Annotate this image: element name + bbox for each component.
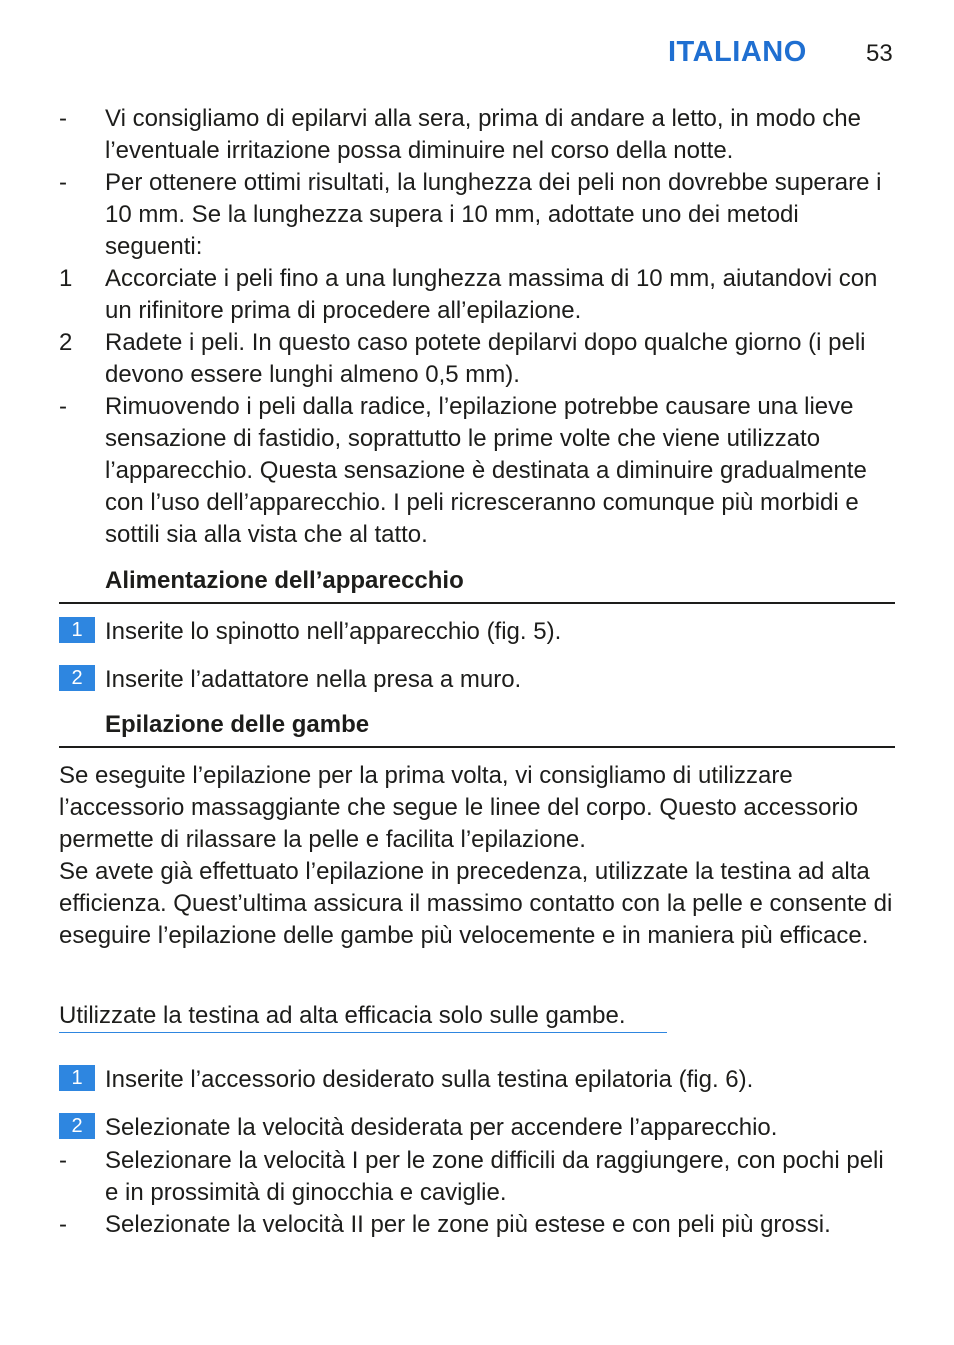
paragraph: Se avete già effettuato l’epilazione in precedenza, utilizzate la testina ad alta efficienza. Quest’ultima assicura il massimo contatto con la pelle e consente di eseguire l’epilazione delle gambe più velocemente e in maniera più efficace. bbox=[59, 858, 893, 949]
list-item bbox=[59, 1145, 894, 1209]
step-item bbox=[59, 1064, 753, 1096]
list-item-text: Selezionate la velocità II per le zone più estese e con peli più grossi. bbox=[105, 1211, 831, 1238]
step-text: Inserite l’adattatore nella presa a muro. bbox=[105, 666, 522, 693]
list-item bbox=[59, 327, 894, 391]
language-header: ITALIANO bbox=[668, 36, 807, 68]
list-item bbox=[59, 263, 894, 327]
page-number: 53 bbox=[866, 40, 893, 67]
list-item-text: Vi consigliamo di epilarvi alla sera, prima di andare a letto, in modo che l’eventuale irritazione possa diminuire nel corso della notte. bbox=[105, 105, 861, 164]
list-marker: 1 bbox=[59, 265, 73, 292]
list-marker: 2 bbox=[59, 329, 73, 356]
list-item-text: Per ottenere ottimi risultati, la lunghezza dei peli non dovrebbe superare i 10 mm. Se la lunghezza supera i 10 mm, adottate uno dei metodi seguenti: bbox=[105, 169, 882, 260]
intro-list bbox=[59, 103, 894, 551]
step-number-badge: 1 bbox=[59, 1065, 95, 1091]
step-text: Inserite lo spinotto nell’apparecchio (fig. 5). bbox=[105, 618, 562, 645]
section-heading-power: Alimentazione dell’apparecchio bbox=[105, 567, 464, 594]
list-item bbox=[59, 391, 894, 551]
list-item-text: Rimuovendo i peli dalla radice, l’epilazione potrebbe causare una lieve sensazione di fastidio, soprattutto le prime volte che viene utilizzato l’apparecchio. Questa sensazione è destinata a diminuire gradualmente con l’uso dell’apparecchio. I peli ricresceranno comunque più morbidi e sottili sia alla vista che al tatto. bbox=[105, 393, 867, 548]
list-marker: - bbox=[59, 1211, 67, 1238]
note-text: Utilizzate la testina ad alta efficacia solo sulle gambe. bbox=[59, 1002, 626, 1029]
speed-list bbox=[59, 1145, 894, 1241]
body-text bbox=[59, 760, 894, 952]
paragraph: Se eseguite l’epilazione per la prima volta, vi consigliamo di utilizzare l’accessorio massaggiante che segue le linee del corpo. Questo accessorio permette di rilassare la pelle e facilita l’epilazione. bbox=[59, 762, 859, 853]
step-item bbox=[59, 1112, 777, 1144]
section-divider bbox=[59, 602, 895, 604]
list-marker: - bbox=[59, 393, 67, 420]
list-marker: - bbox=[59, 169, 67, 196]
list-item bbox=[59, 103, 894, 167]
step-text: Selezionate la velocità desiderata per accendere l’apparecchio. bbox=[105, 1114, 778, 1141]
list-item-text: Radete i peli. In questo caso potete depilarvi dopo qualche giorno (i peli devono essere lunghi almeno 0,5 mm). bbox=[105, 329, 866, 388]
section-heading-legs: Epilazione delle gambe bbox=[105, 711, 370, 738]
step-number-badge: 1 bbox=[59, 617, 95, 643]
list-item-text: Accorciate i peli fino a una lunghezza massima di 10 mm, aiutandovi con un rifinitore prima di procedere all’epilazione. bbox=[105, 265, 878, 324]
step-item bbox=[59, 664, 521, 696]
step-number-badge: 2 bbox=[59, 1113, 95, 1139]
list-item bbox=[59, 1209, 894, 1241]
list-marker: - bbox=[59, 105, 67, 132]
step-text: Inserite l’accessorio desiderato sulla testina epilatoria (fig. 6). bbox=[105, 1066, 754, 1093]
step-item bbox=[59, 616, 561, 648]
section-divider bbox=[59, 746, 895, 748]
list-item-text: Selezionare la velocità I per le zone difficili da raggiungere, con pochi peli e in prossimità di ginocchia e caviglie. bbox=[105, 1147, 884, 1206]
list-marker: - bbox=[59, 1147, 67, 1174]
step-number-badge: 2 bbox=[59, 665, 95, 691]
note-underline bbox=[59, 1032, 667, 1033]
list-item bbox=[59, 167, 894, 263]
